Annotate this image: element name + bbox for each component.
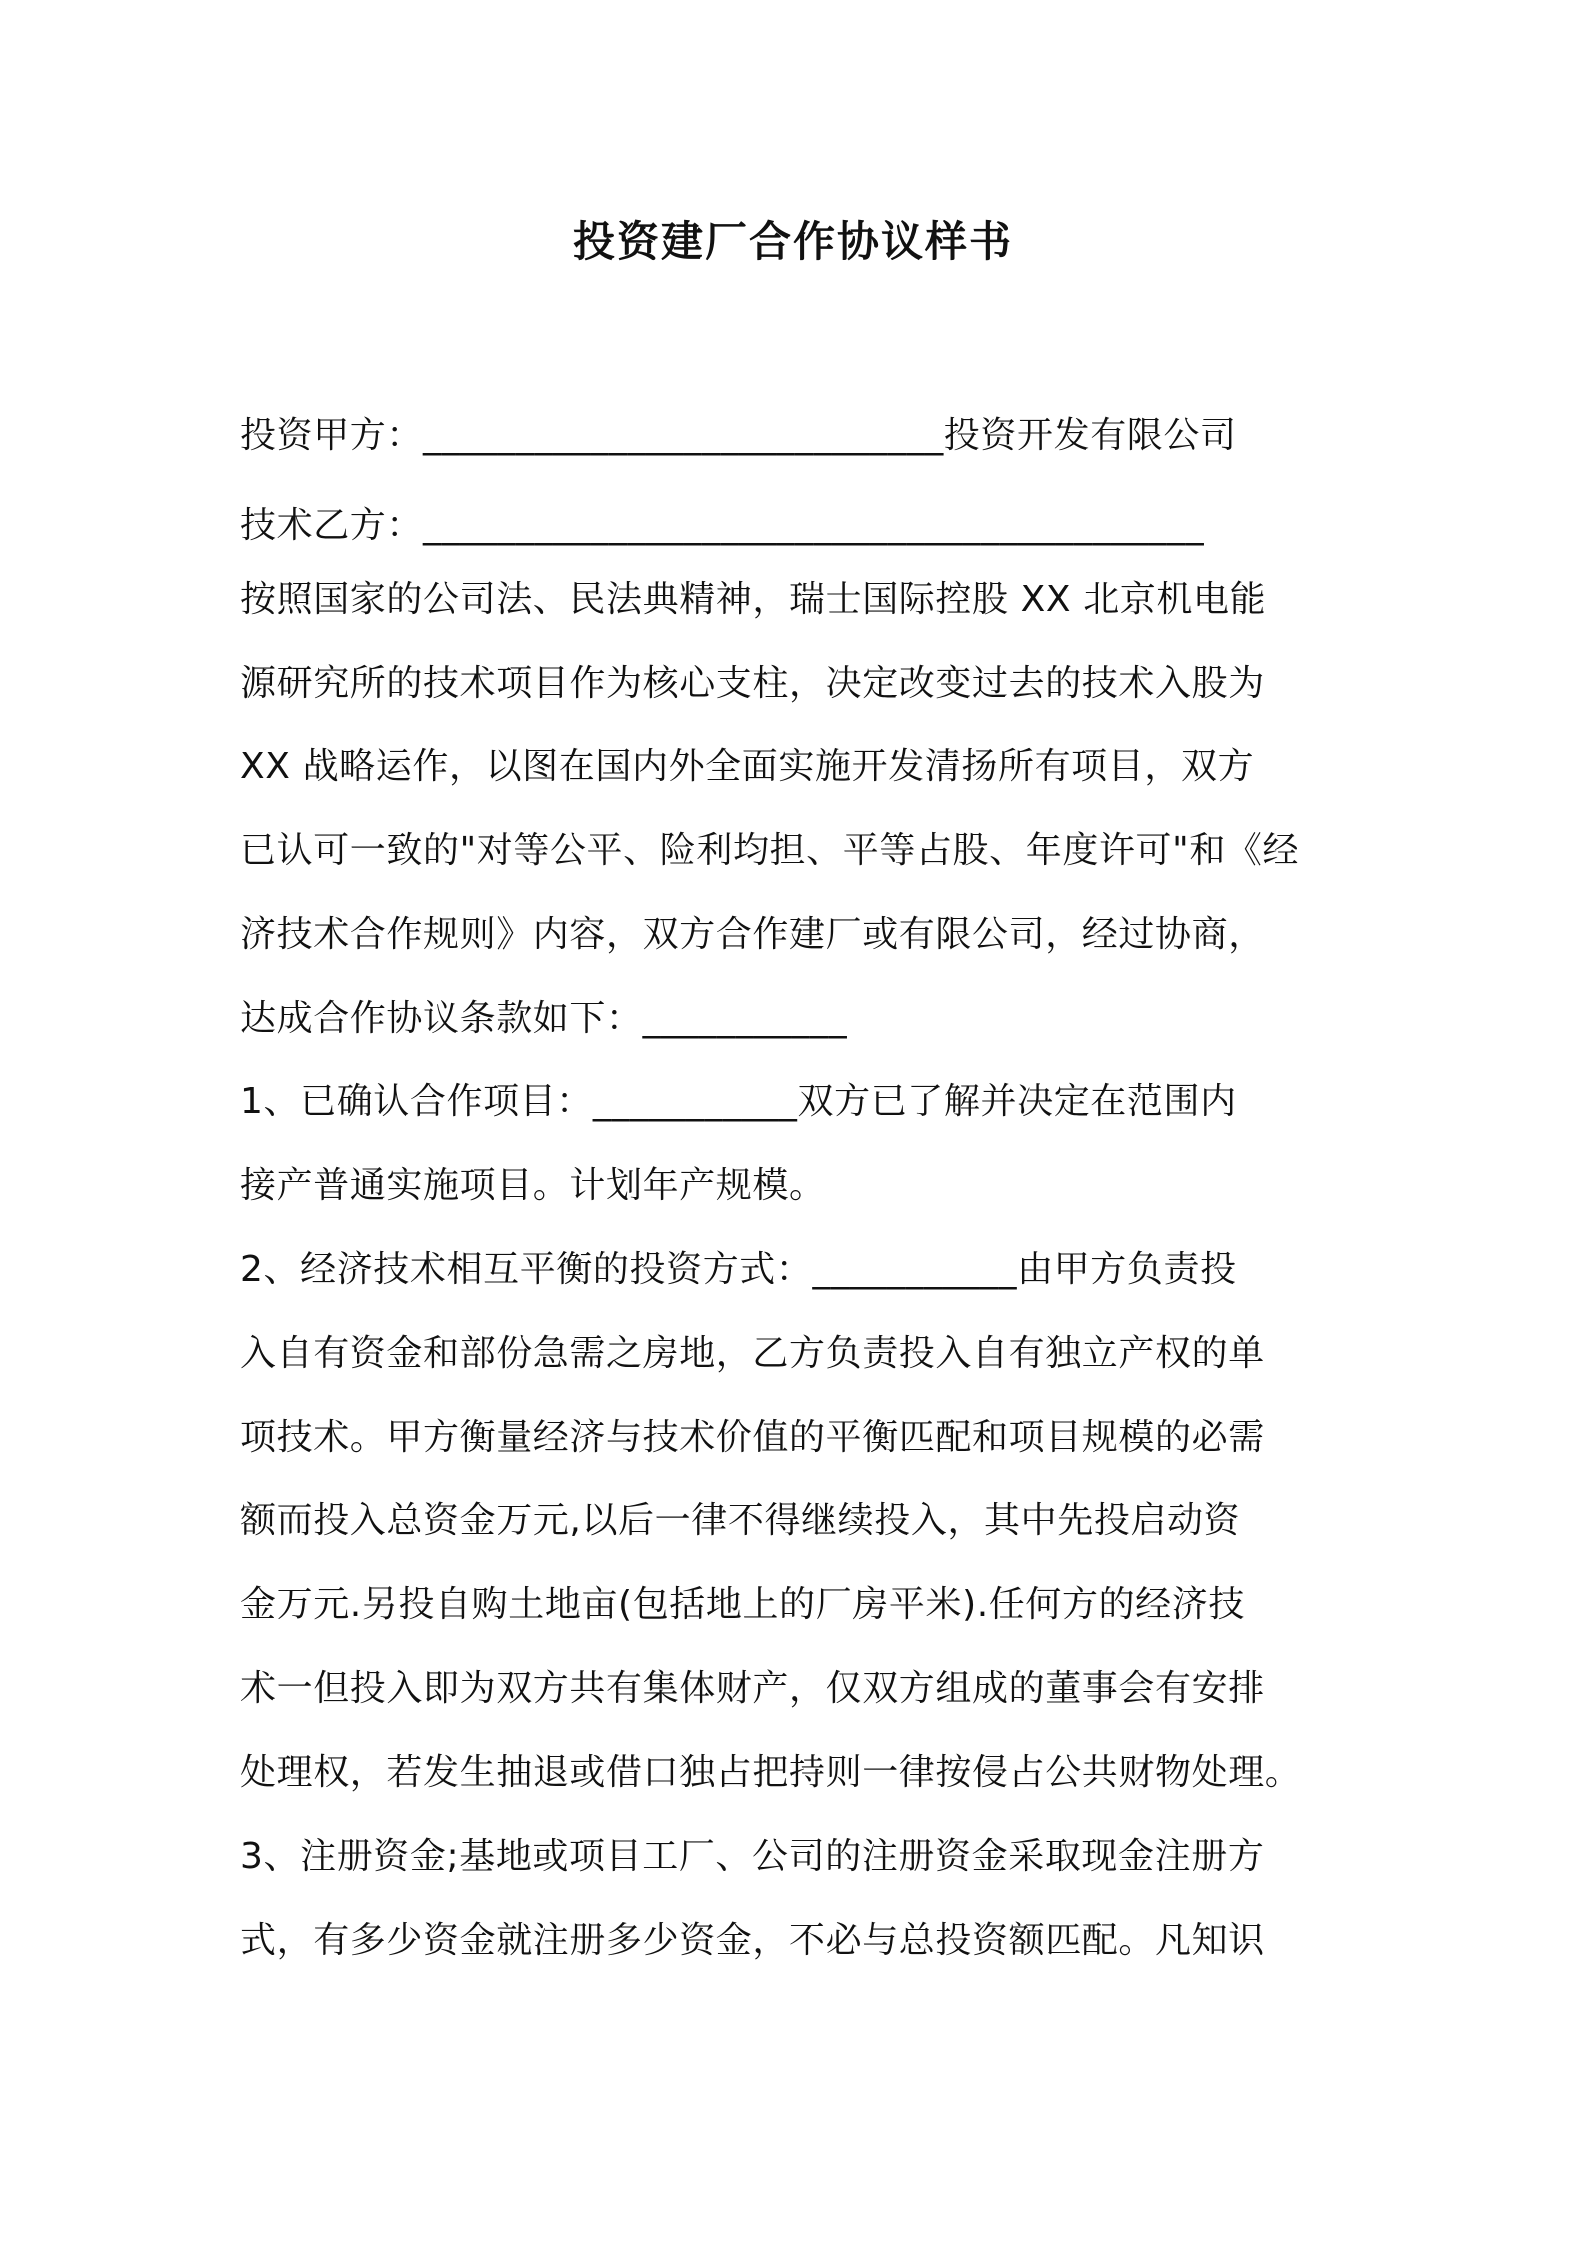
body-text-line: 源研究所的技术项目作为核心支柱，决定改变过去的技术入股为 (240, 663, 1265, 704)
party-a-line: 投资甲方：____________________________投资开发有限公司 (240, 415, 1237, 456)
body-text-line: 按照国家的公司法、民法典精神，瑞士国际控股 XX 北京机电能 (240, 579, 1267, 620)
body-text-line: 入自有资金和部份急需之房地，乙方负责投入自有独立产权的单 (240, 1333, 1265, 1374)
body-text-line: 式，有多少资金就注册多少资金，不必与总投资额匹配。凡知识 (240, 1920, 1265, 1961)
body-text-line: 金万元.另投自购土地亩(包括地上的厂房平米).任何方的经济技 (240, 1584, 1245, 1625)
body-text-line: 已认可一致的"对等公平、险利均担、平等占股、年度许可"和《经 (240, 830, 1300, 871)
clause-2-line: 2、经济技术相互平衡的投资方式：___________由甲方负责投 (240, 1249, 1237, 1290)
body-text-line: 济技术合作规则》内容，双方合作建厂或有限公司，经过协商， (240, 914, 1265, 955)
body-text-line: 达成合作协议条款如下：___________ (240, 998, 848, 1039)
body-text-line: 处理权，若发生抽退或借口独占把持则一律按侵占公共财物处理。 (240, 1752, 1302, 1793)
document-title: 投资建厂合作协议样书 (572, 217, 1013, 266)
clause-1-line: 1、已确认合作项目：___________双方已了解并决定在范围内 (240, 1081, 1237, 1122)
party-b-line: 技术乙方：__________________________________________ (240, 505, 1205, 546)
clause-3-line: 3、注册资金;基地或项目工厂、公司的注册资金采取现金注册方 (240, 1836, 1265, 1877)
body-text-line: 项技术。甲方衡量经济与技术价值的平衡匹配和项目规模的必需 (240, 1417, 1265, 1458)
body-text-line: 术一但投入即为双方共有集体财产，仅双方组成的董事会有安排 (240, 1668, 1265, 1709)
body-text-line: 额而投入总资金万元,以后一律不得继续投入，其中先投启动资 (240, 1500, 1241, 1541)
body-text-line: XX 战略运作，以图在国内外全面实施开发清扬所有项目，双方 (240, 746, 1255, 787)
body-text-line: 接产普通实施项目。计划年产规模。 (240, 1165, 826, 1206)
